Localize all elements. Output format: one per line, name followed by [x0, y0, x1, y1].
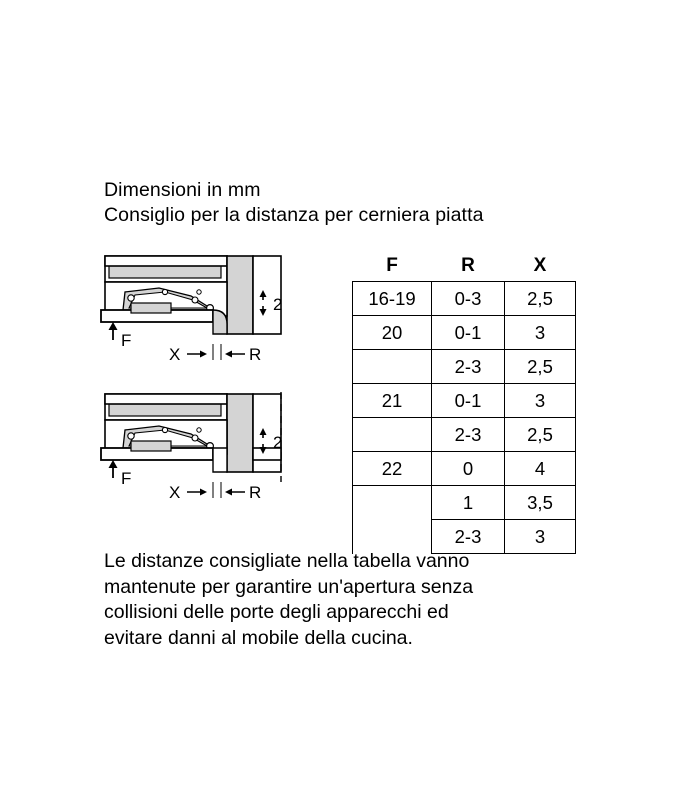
cell-f	[353, 350, 432, 384]
diagram-group	[95, 248, 345, 518]
diagram-top	[95, 248, 345, 378]
spec-table-wrapper	[352, 250, 576, 554]
heading-block	[104, 178, 624, 228]
cell-f: 22	[353, 452, 432, 486]
cell-x: 2,5	[505, 350, 576, 384]
cell-f: 21	[353, 384, 432, 418]
cell-r: 0-1	[432, 316, 505, 350]
table-row	[353, 384, 576, 418]
diagram-bottom-label-x: X	[169, 483, 181, 502]
cell-r: 0	[432, 452, 505, 486]
cell-f: 20	[353, 316, 432, 350]
cell-x: 2,5	[505, 418, 576, 452]
cell-r: 2-3	[432, 418, 505, 452]
cell-x: 2,5	[505, 282, 576, 316]
column-header-x: X	[505, 250, 576, 282]
cell-r: 2-3	[432, 520, 505, 554]
diagram-bottom-label-r: R	[249, 483, 262, 502]
cell-x: 3	[505, 520, 576, 554]
table-row	[353, 350, 576, 384]
diagram-top-label-gap: 2	[273, 295, 283, 314]
column-header-f: F	[353, 250, 432, 282]
cell-r: 0-1	[432, 384, 505, 418]
cell-f	[353, 486, 432, 520]
table-row	[353, 486, 576, 520]
cell-r: 1	[432, 486, 505, 520]
diagram-top-label-x: X	[169, 345, 181, 364]
spec-table-head	[353, 250, 576, 282]
diagram-top-label-f: F	[121, 331, 132, 350]
cell-x: 3,5	[505, 486, 576, 520]
cell-f: 16-19	[353, 282, 432, 316]
diagram-bottom	[95, 386, 345, 516]
cell-r: 0-3	[432, 282, 505, 316]
cell-x: 3	[505, 316, 576, 350]
column-header-r: R	[432, 250, 505, 282]
table-row	[353, 418, 576, 452]
table-row	[353, 316, 576, 350]
cell-x: 3	[505, 384, 576, 418]
spec-table	[352, 250, 576, 554]
table-row	[353, 282, 576, 316]
spec-table-body	[353, 282, 576, 554]
heading-dimensions: Dimensioni in mm	[104, 179, 261, 201]
advice-line-1: Le distanze consigliate nella tabella vanno	[104, 550, 470, 572]
cell-f	[353, 418, 432, 452]
heading-advice: Consiglio per la distanza per cerniera piatta	[104, 204, 484, 226]
cell-r: 2-3	[432, 350, 505, 384]
diagram-top-svg	[95, 248, 345, 378]
diagram-bottom-svg	[95, 386, 345, 516]
advice-paragraph	[104, 549, 604, 651]
advice-line-4: evitare danni al mobile della cucina.	[104, 626, 413, 649]
cell-x: 4	[505, 452, 576, 486]
diagram-bottom-label-gap: 2	[273, 433, 283, 452]
advice-line-2: mantenute per garantire un'apertura senza	[104, 575, 474, 598]
diagram-bottom-label-f: F	[121, 469, 132, 488]
advice-line-3: collisioni delle porte degli apparecchi ed	[104, 601, 449, 623]
diagram-top-label-r: R	[249, 345, 262, 364]
table-header-row	[353, 250, 576, 282]
table-row	[353, 452, 576, 486]
